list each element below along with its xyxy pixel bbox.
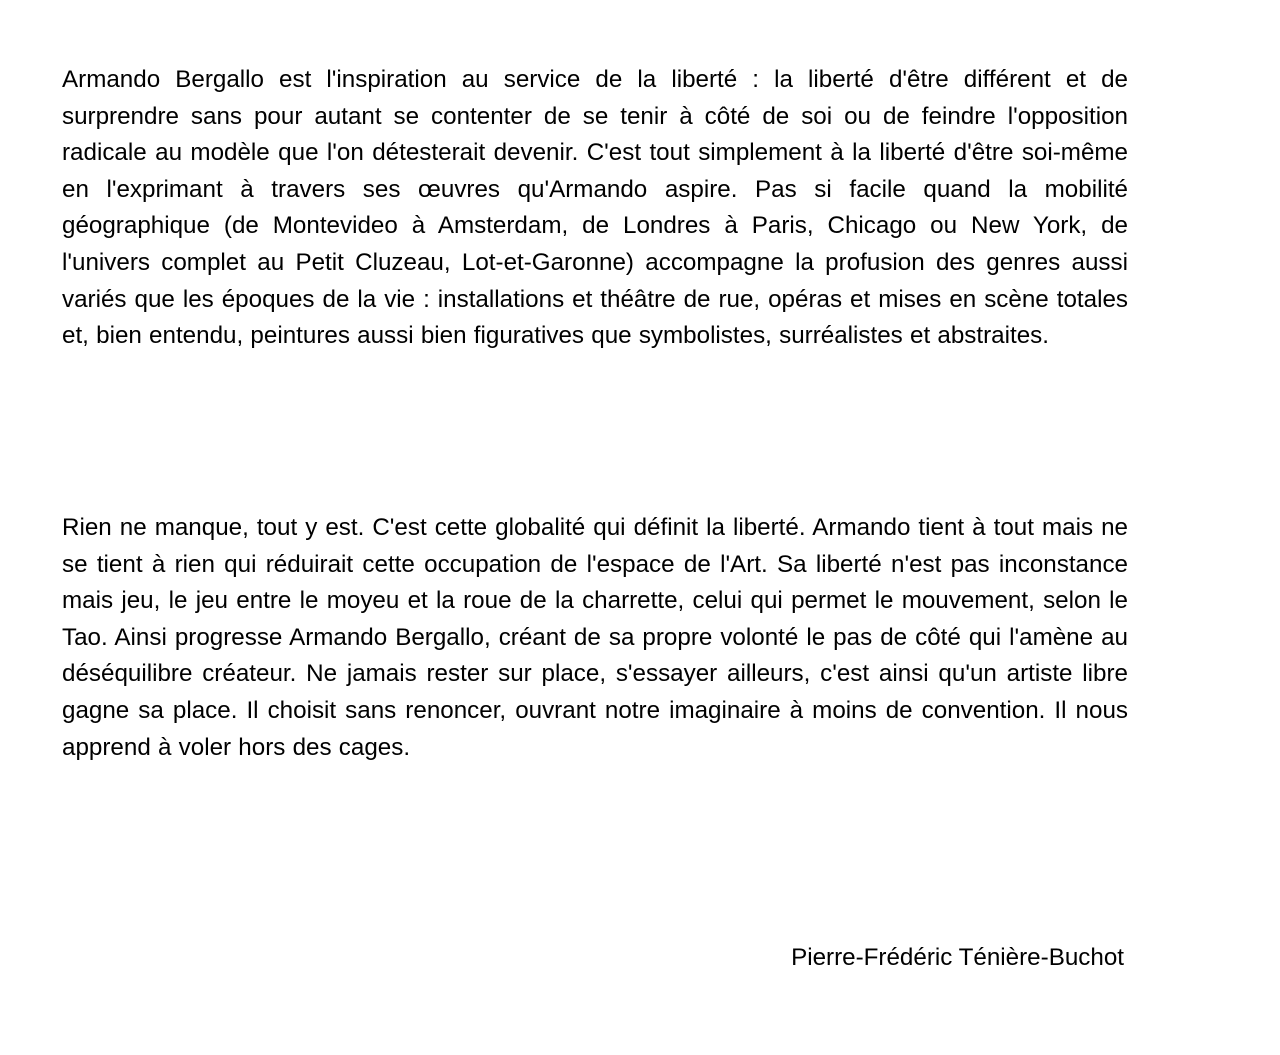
- paragraph-liberty: Rien ne manque, tout y est. C'est cette globalité qui définit la liberté. Armando tient à tout mais ne se tient à rien qui réduirait cette occupation de l'espace de l'Art. Sa liberté n'est pas inconstance mais jeu, le jeu entre le moyeu et la roue de la charrette, celui qui permet le mouvement, selon le Tao. Ainsi progresse Armando Bergallo, créant de sa propre volonté le pas de côté qui l'amène au déséquilibre créateur. Ne jamais rester sur place, s'essayer ailleurs, c'est ainsi qu'un artiste libre gagne sa place. Il choisit sans renoncer, ouvrant notre imaginaire à moins de convention. Il nous apprend à voler hors des cages.: [62, 514, 1128, 761]
- paragraph-intro: Armando Bergallo est l'inspiration au service de la liberté : la liberté d'être différent et de surprendre sans pour autant se contenter de se tenir à côté de soi ou de feindre l'opposition radicale au modèle que l'on détesterait devenir. C'est tout simplement à la liberté d'être soi-même en l'exprimant à travers ses œuvres qu'Armando aspire. Pas si facile quand la mobilité géographique (de Montevideo à Amsterdam, de Londres à Paris, Chicago ou New York, de l'univers complet au Petit Cluzeau, Lot-et-Garonne) accompagne la profusion des genres aussi variés que les époques de la vie : installations et théâtre de rue, opéras et mises en scène totales et, bien entendu, peintures aussi bien figuratives que symbolistes, surréalistes et abstraites.: [62, 66, 1128, 350]
- author-signature: Pierre-Frédéric Ténière-Buchot: [791, 944, 1124, 971]
